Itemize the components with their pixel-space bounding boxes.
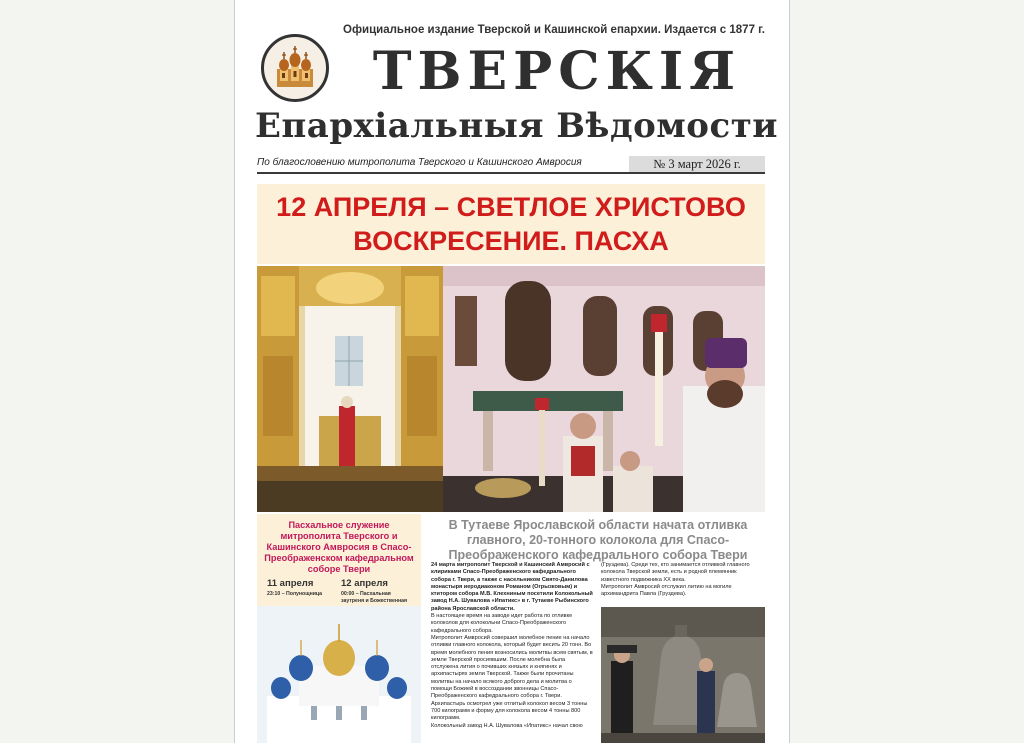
article-column2 [601, 562, 765, 598]
schedule-title: Пасхальное служение митрополита Тверского и Кашинского Амвросия в Спасо-Преображенском кафедральном соборе Твери [264, 520, 414, 574]
schedule-date2: 12 апреля 00:00 – Пасхальная заутреня и Божественная [341, 578, 413, 635]
masthead-title-line2: Епархіальныя Вѣдомости [255, 106, 778, 146]
procession-photo [443, 266, 765, 512]
article-column1 [431, 562, 593, 730]
schedule-date1-item: 23:10 – Полунощница [267, 591, 323, 597]
article-col2-text: (Груздева). Среди тех, кто занимается отливкой главного колокола Тверской земли, есть и родной племянник известного подвижника XX века. [601, 562, 750, 583]
article-body1: В настоящее время на заводе идет работа по отливке колоколов для колокольни Спасо-Преображенского кафедрального собора. [431, 613, 573, 634]
masthead-rule [257, 172, 765, 174]
article-col2-text2: Митрополит Амвросий отслужил литию на могиле архимандрита Павла (Груздева). [601, 583, 732, 598]
church-domes-icon [261, 34, 329, 102]
article-body4: Колокольный завод Н.А. Шувалова «Ипатикс» начал свою [431, 722, 583, 729]
headline-line2: ВОСКРЕСЕНИЕ. ПАСХА [353, 226, 669, 256]
schedule-date1: 11 апреля 23:10 – Полунощница [267, 578, 323, 597]
newspaper-page [234, 0, 790, 743]
blessing-line: По благословению митрополита Тверского и Кашинского Амвросия [257, 157, 582, 168]
article-body3: Архипастырь осмотрел уже отлитый колокол весом 3 тонны 700 килограмм и форму для колокола весом 4 тонны 800 килограмм. [431, 700, 588, 722]
masthead-title-line1: ТВЕРСКІЯ [372, 41, 742, 102]
headline-banner [257, 184, 765, 264]
schedule-date2-item1: 00:00 – Пасхальная заутреня и Божественная [341, 591, 408, 604]
bell-foundry-photo [601, 607, 765, 743]
article-title: В Тутаеве Ярославской области начата отливка главного, 20-тонного колокола для Спасо-Преображенского кафедрального собора Твери [448, 518, 748, 562]
masthead-subtitle: Официальное издание Тверской и Кашинской епархии. Издается с 1877 г. [343, 24, 766, 36]
issue-number: № 3 март 2026 г. [629, 156, 765, 172]
article-lead: 24 марта митрополит Тверской и Кашинский Амвросий с клириками Спасо-Преображенского кафедрального собора г. Твери, а также с насельником Свято-Даниловa монастыря иеродиаконом Романом (Огрызковым) и ктитором собора М.В. Клехниным посетили Колокольный завод Н.А. Шувалова «Ипатикс» в г. Тутаеве Рыбинского района Ярославской области. [431, 562, 593, 612]
headline-line1: 12 АПРЕЛЯ – СВЕТЛОЕ ХРИСТОВО [276, 192, 746, 222]
article-body2: Митрополит Амвросий совершил молебное пение на начало отливки главного колокола, который будет весить 20 тонн. Во время молебного пения возносились молитвы всем святым, в земле Тверской просиявшим. После молебна была отслужена лития о почивших князьях и княгинях и архипастырях земли Тверской. Также были прочитаны молитвы на начало всякого доброго дела и молитва о помощи Божией в воссоздании звонницы Спасо-Преображенского кафедрального собора г. Твери. [431, 634, 593, 700]
iconostasis-photo [257, 266, 443, 512]
easter-schedule-box [257, 514, 421, 743]
cathedral-illustration [257, 606, 421, 743]
